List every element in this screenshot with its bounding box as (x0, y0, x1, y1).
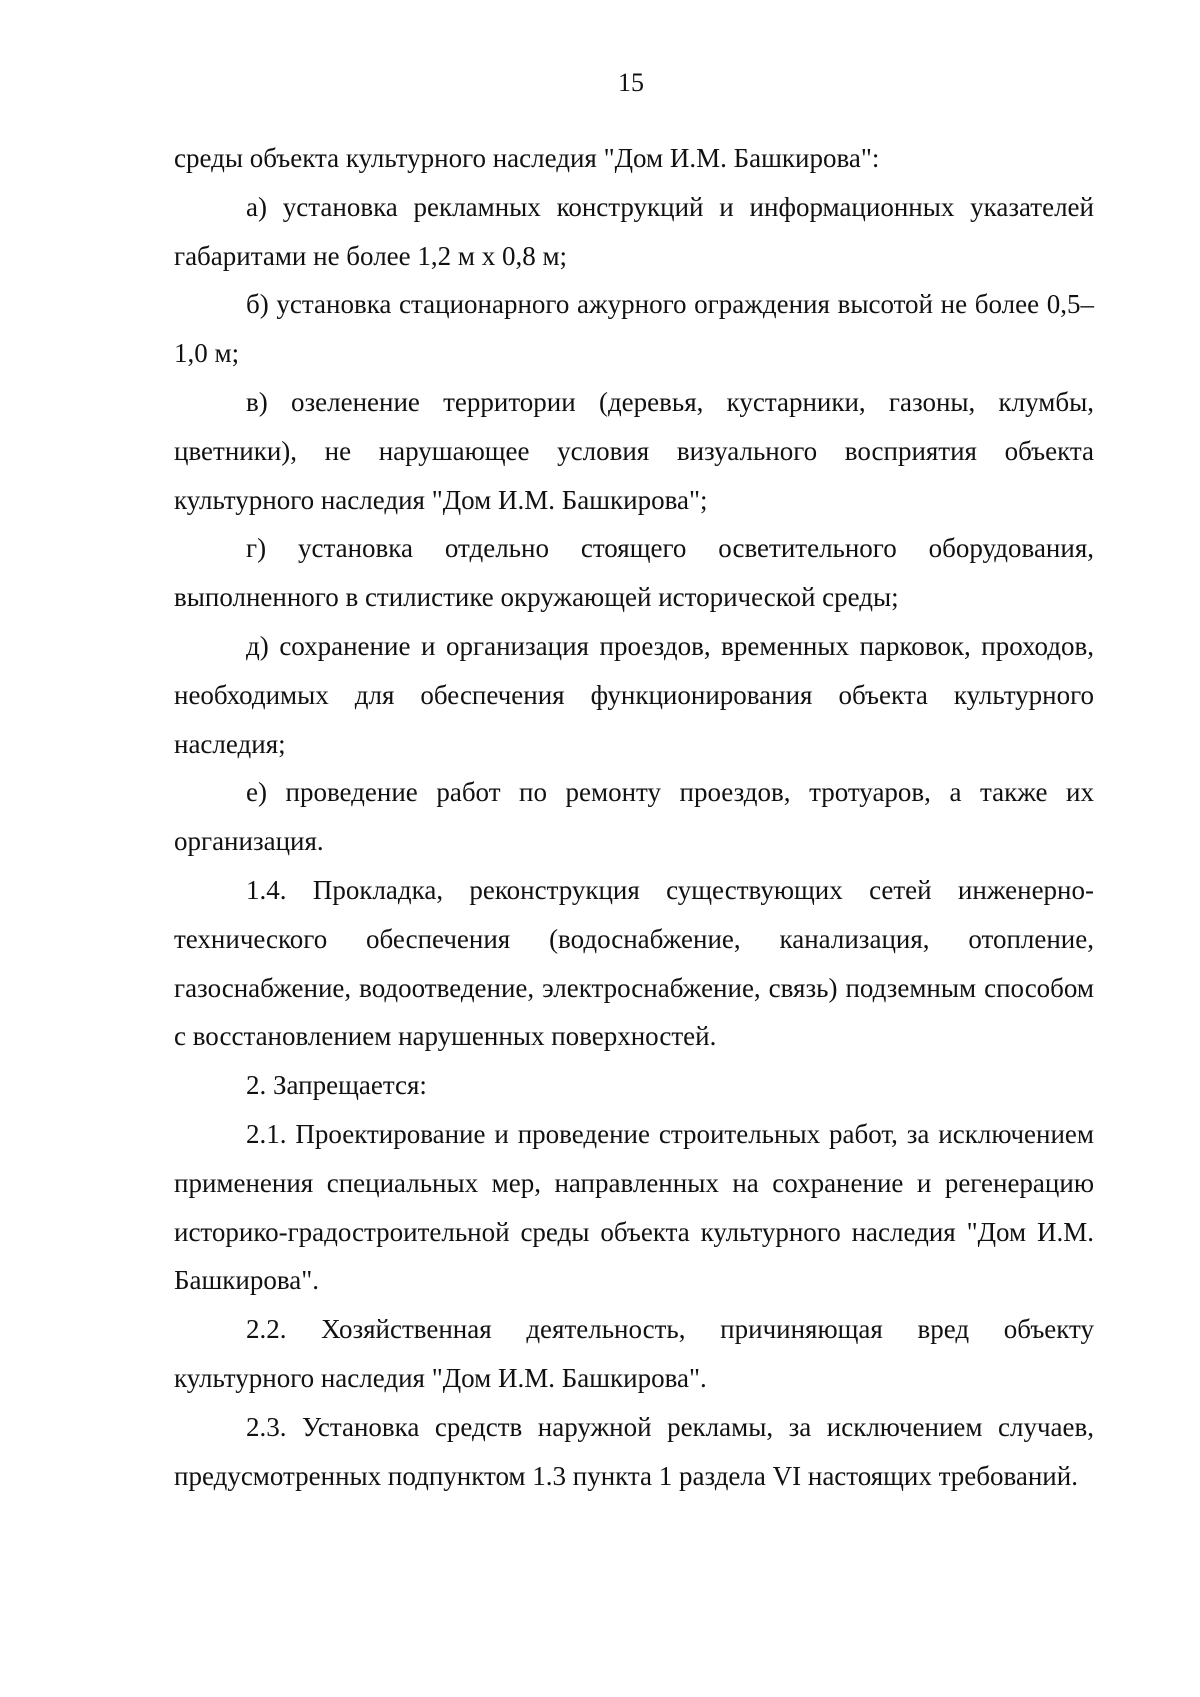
paragraph-item-e: е) проведение работ по ремонту проездов, тротуаров, а также их организация. (174, 777, 1094, 857)
paragraph-item-b: б) установка стационарного ажурного ограждения высотой не более 0,5–1,0 м; (174, 289, 1094, 369)
paragraph-2-2: 2.2. Хозяйственная деятельность, причиняющая вред объекту культурного наследия "Дом И.М. Башкирова". (174, 1314, 1094, 1393)
paragraph-item-g: г) установка отдельно стоящего осветительного оборудования, выполненного в стилистике окружающей исторической среды; (174, 533, 1094, 613)
paragraph-2-1: 2.1. Проектирование и проведение строительных работ, за исключением применения специальных мер, направленных на сохранение и регенерацию историко-градостроительной среды объекта культурного наследия "Дом И.М. Башкирова". (174, 1118, 1094, 1296)
paragraph-2-heading: 2. Запрещается: (246, 1070, 427, 1101)
paragraph-item-v: в) озеленение территории (деревья, кустарники, газоны, клумбы, цветники), не нарушающее условия визуального восприятия объекта культурного наследия "Дом И.М. Башкирова"; (174, 386, 1094, 515)
paragraph-2-3: 2.3. Установка средств наружной рекламы, за исключением случаев, предусмотренных подпунктом 1.3 пункта 1 раздела VI настоящих требований. (174, 1411, 1094, 1491)
page-number: 15 (618, 68, 644, 97)
paragraph-item-a: а) установка рекламных конструкций и информационных указателей габаритами не более 1,2 м х 0,8 м; (174, 191, 1094, 271)
paragraph-continuation: среды объекта культурного наследия "Дом И.М. Башкирова": (174, 143, 880, 173)
paragraph-item-d: д) сохранение и организация проездов, временных парковок, проходов, необходимых для обеспечения функционирования объекта культурного наследия; (174, 630, 1094, 759)
document-body (174, 134, 1094, 1500)
paragraph-1-4: 1.4. Прокладка, реконструкция существующих сетей инженерно-технического обеспечения (водоснабжение, канализация, отопление, газоснабжение, водоотведение, электроснабжение, связь) подземным способом с восстановлением нарушенных поверхностей. (174, 874, 1094, 1052)
